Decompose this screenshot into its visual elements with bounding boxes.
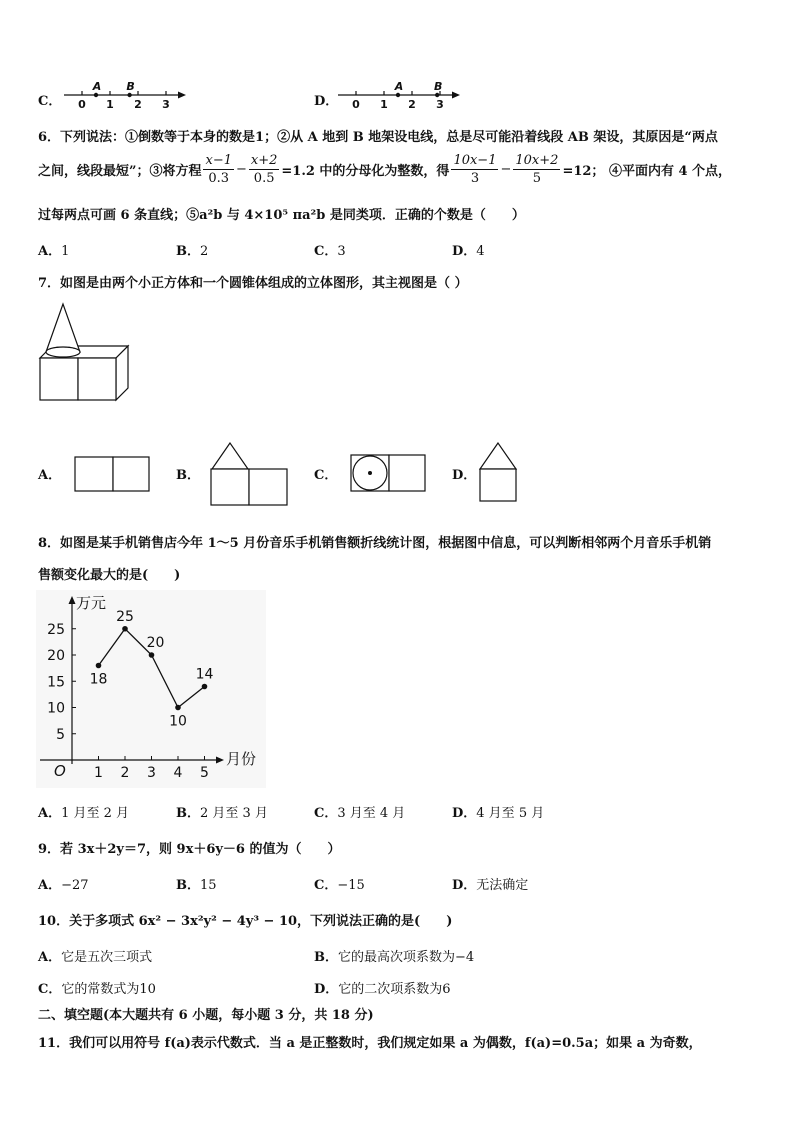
numline-d-tick-label-2: 2 — [408, 98, 416, 111]
q6-option-c — [314, 240, 346, 259]
q9-option-a-text: −27 — [61, 878, 89, 893]
q8-option-a-label: A． — [38, 806, 62, 821]
q6-option-b-text: 2 — [200, 244, 209, 259]
q6-option-d-label: D． — [452, 244, 477, 259]
data-point-month-1 — [96, 663, 102, 669]
q6-option-a-label: A． — [38, 244, 62, 259]
numline-d-point-label-B: B — [434, 80, 443, 93]
q5-number-line-d — [334, 78, 464, 112]
data-label-month-1: 18 — [89, 671, 108, 688]
q8-option-d-label: D． — [452, 806, 477, 821]
numline-c-tick-label-1: 1 — [106, 98, 114, 111]
q6-minus-1: − — [235, 162, 247, 177]
numline-c-point-label-A: A — [92, 80, 102, 93]
q6-fraction-3 — [451, 152, 498, 187]
q9-option-c-label: C． — [314, 878, 338, 893]
data-label-month-2: 25 — [116, 608, 134, 625]
q5-option-d-label: D． — [314, 94, 339, 109]
x-tick-label-4: 4 — [173, 765, 183, 781]
q7-option-b-figure — [208, 440, 292, 508]
q6-option-c-label: C． — [314, 244, 338, 259]
q8-line2: 售额变化最大的是( ) — [38, 568, 181, 583]
q8-option-c-label: C． — [314, 806, 338, 821]
q8-line-chart — [36, 590, 266, 788]
q5-number-line-c — [60, 78, 190, 112]
y-tick-label-10: 10 — [47, 700, 65, 717]
data-label-month-4: 10 — [169, 713, 187, 730]
x-tick-label-1: 1 — [94, 765, 103, 781]
q9-option-c — [314, 874, 365, 893]
numline-c-tick-label-3: 3 — [162, 98, 170, 111]
section2-heading: 二、填空题(本大题共有 6 小题，每小题 3 分，共 18 分) — [38, 1008, 374, 1023]
q6-option-c-text: 3 — [337, 244, 346, 259]
q10-option-b-label: B． — [314, 950, 338, 965]
q8-option-b — [176, 802, 268, 821]
numline-d-point-B — [435, 93, 439, 97]
q9-option-b-text: 15 — [200, 878, 217, 893]
y-tick-label-5: 5 — [56, 726, 65, 743]
q6-frac4-den: 5 — [532, 171, 542, 186]
numline-c-tick-label-2: 2 — [134, 98, 142, 111]
origin-label: O — [54, 762, 66, 780]
y-tick-label-25: 25 — [47, 621, 65, 638]
q6-eq1: =1.2 中的分母化为整数，得 — [281, 164, 450, 179]
q10-option-d-text: 它的二次项系数为6 — [338, 982, 451, 997]
q6-line3: 过每两点可画 6 条直线；⑤a²b 与 4×10⁵ πa²b 是同类项．正确的个数是（ ） — [38, 208, 525, 223]
q6-minus-2: − — [500, 162, 512, 177]
q10-option-c-label: C． — [38, 982, 62, 997]
q6-line2-text: 之间，线段最短”；③将方程 — [38, 164, 202, 179]
q10-option-c-text: 它的常数式为10 — [61, 982, 156, 997]
q7-option-d-figure — [476, 440, 522, 504]
q7-option-b-label: B． — [176, 468, 200, 483]
arrow-right-icon — [452, 92, 460, 99]
q9-option-d-label: D． — [452, 878, 477, 893]
y-tick-label-20: 20 — [47, 648, 65, 664]
q9-stem: 9．若 3x＋2y＝7，则 9x＋6y－6 的值为（ ） — [38, 842, 341, 857]
q10-option-a-text: 它是五次三项式 — [61, 950, 153, 965]
q6-option-a-text: 1 — [61, 244, 70, 259]
q9-option-d — [452, 874, 528, 893]
q7-option-c-figure — [348, 452, 428, 494]
q9-option-a-label: A． — [38, 878, 62, 893]
q6-option-d-text: 4 — [476, 244, 485, 259]
q9-option-b-label: B． — [176, 878, 200, 893]
numline-d-tick-label-3: 3 — [436, 98, 444, 111]
x-axis-label: 月份 — [226, 750, 257, 768]
q6-eq2: =12； ④平面内有 4 个点， — [562, 164, 732, 179]
q10-option-b-text: 它的最高次项系数为−4 — [338, 950, 475, 965]
q8-option-b-text: 2 月至 3 月 — [200, 806, 268, 821]
x-tick-label-2: 2 — [120, 765, 130, 781]
q7-option-c-label: C． — [314, 468, 338, 483]
data-point-month-2 — [122, 626, 128, 632]
q6-fraction-2 — [249, 152, 280, 187]
q7-option-d-label: D． — [452, 468, 477, 483]
q10-option-a-label: A． — [38, 950, 62, 965]
q10-stem: 10．关于多项式 6x² − 3x²y² − 4y³ − 10，下列说法正确的是( ) — [38, 914, 453, 929]
q6-option-d — [452, 240, 485, 259]
numline-c-tick-label-0: 0 — [78, 98, 86, 111]
data-point-month-3 — [149, 652, 155, 658]
numline-d-tick-label-1: 1 — [380, 98, 388, 111]
q8-option-a-text: 1 月至 2 月 — [61, 806, 130, 821]
q6-frac1-num: x−1 — [205, 153, 232, 168]
x-tick-label-5: 5 — [200, 765, 209, 781]
q9-option-a — [38, 874, 89, 893]
q8-option-c — [314, 802, 405, 821]
q6-fraction-4 — [513, 152, 560, 187]
q6-option-a — [38, 240, 69, 259]
numline-c-point-label-B: B — [126, 80, 135, 93]
q6-frac2-num: x+2 — [250, 153, 278, 168]
numline-d-tick-label-0: 0 — [352, 98, 360, 111]
q6-frac3-den: 3 — [470, 171, 480, 186]
data-label-month-5: 14 — [195, 666, 214, 683]
q7-solid-figure — [36, 300, 136, 404]
x-tick-label-3: 3 — [147, 765, 156, 781]
q7-option-a-label: A． — [38, 468, 62, 483]
q6-line1: 6．下列说法：①倒数等于本身的数是1；②从 A 地到 B 地架设电线，总是尽可能沿着线段 AB 架设，其原因是“两点 — [38, 130, 718, 145]
q6-option-b — [176, 240, 208, 259]
q10-option-c — [38, 978, 156, 997]
numline-d-point-A — [396, 93, 400, 97]
q8-option-d — [452, 802, 544, 821]
q10-option-b — [314, 946, 474, 965]
q6-frac1-den: 0.3 — [208, 171, 230, 186]
q10-option-a — [38, 946, 152, 965]
q6-frac2-den: 0.5 — [253, 171, 275, 186]
numline-c-point-A — [94, 93, 98, 97]
data-point-month-5 — [202, 684, 208, 690]
q11-stem: 11．我们可以用符号 f(a)表示代数式．当 a 是正整数时，我们规定如果 a 为偶数，f(a)=0.5a；如果 a 为奇数， — [38, 1036, 702, 1051]
q6-line2 — [38, 152, 731, 187]
q9-option-b — [176, 874, 217, 893]
numline-c-point-B — [127, 93, 131, 97]
data-point-month-4 — [175, 705, 181, 711]
q6-fraction-1 — [203, 152, 234, 187]
q9-option-d-text: 无法确定 — [476, 878, 529, 893]
numline-d-point-label-A: A — [394, 80, 404, 93]
y-axis-label: 万元 — [76, 594, 107, 612]
q5-option-c-label: C． — [38, 94, 62, 109]
q7-stem: 7．如图是由两个小正方体和一个圆锥体组成的立体图形，其主视图是（ ） — [38, 276, 468, 291]
q8-option-d-text: 4 月至 5 月 — [476, 806, 545, 821]
q8-option-b-label: B． — [176, 806, 200, 821]
q10-option-d-label: D． — [314, 982, 339, 997]
q8-option-c-text: 3 月至 4 月 — [337, 806, 406, 821]
q8-line1: 8．如图是某手机销售店今年 1～5 月份音乐手机销售额折线统计图，根据图中信息，可以判断相邻两个月音乐手机销 — [38, 536, 712, 551]
y-tick-label-15: 15 — [47, 674, 65, 691]
q6-option-b-label: B． — [176, 244, 200, 259]
q9-option-c-text: −15 — [337, 878, 365, 893]
q6-frac4-num: 10x+2 — [515, 153, 559, 168]
q6-frac3-num: 10x−1 — [453, 153, 497, 168]
q8-option-a — [38, 802, 129, 821]
data-label-month-3: 20 — [146, 635, 165, 651]
arrow-right-icon — [178, 92, 186, 99]
q7-option-a-figure — [72, 454, 152, 494]
q10-option-d — [314, 978, 451, 997]
